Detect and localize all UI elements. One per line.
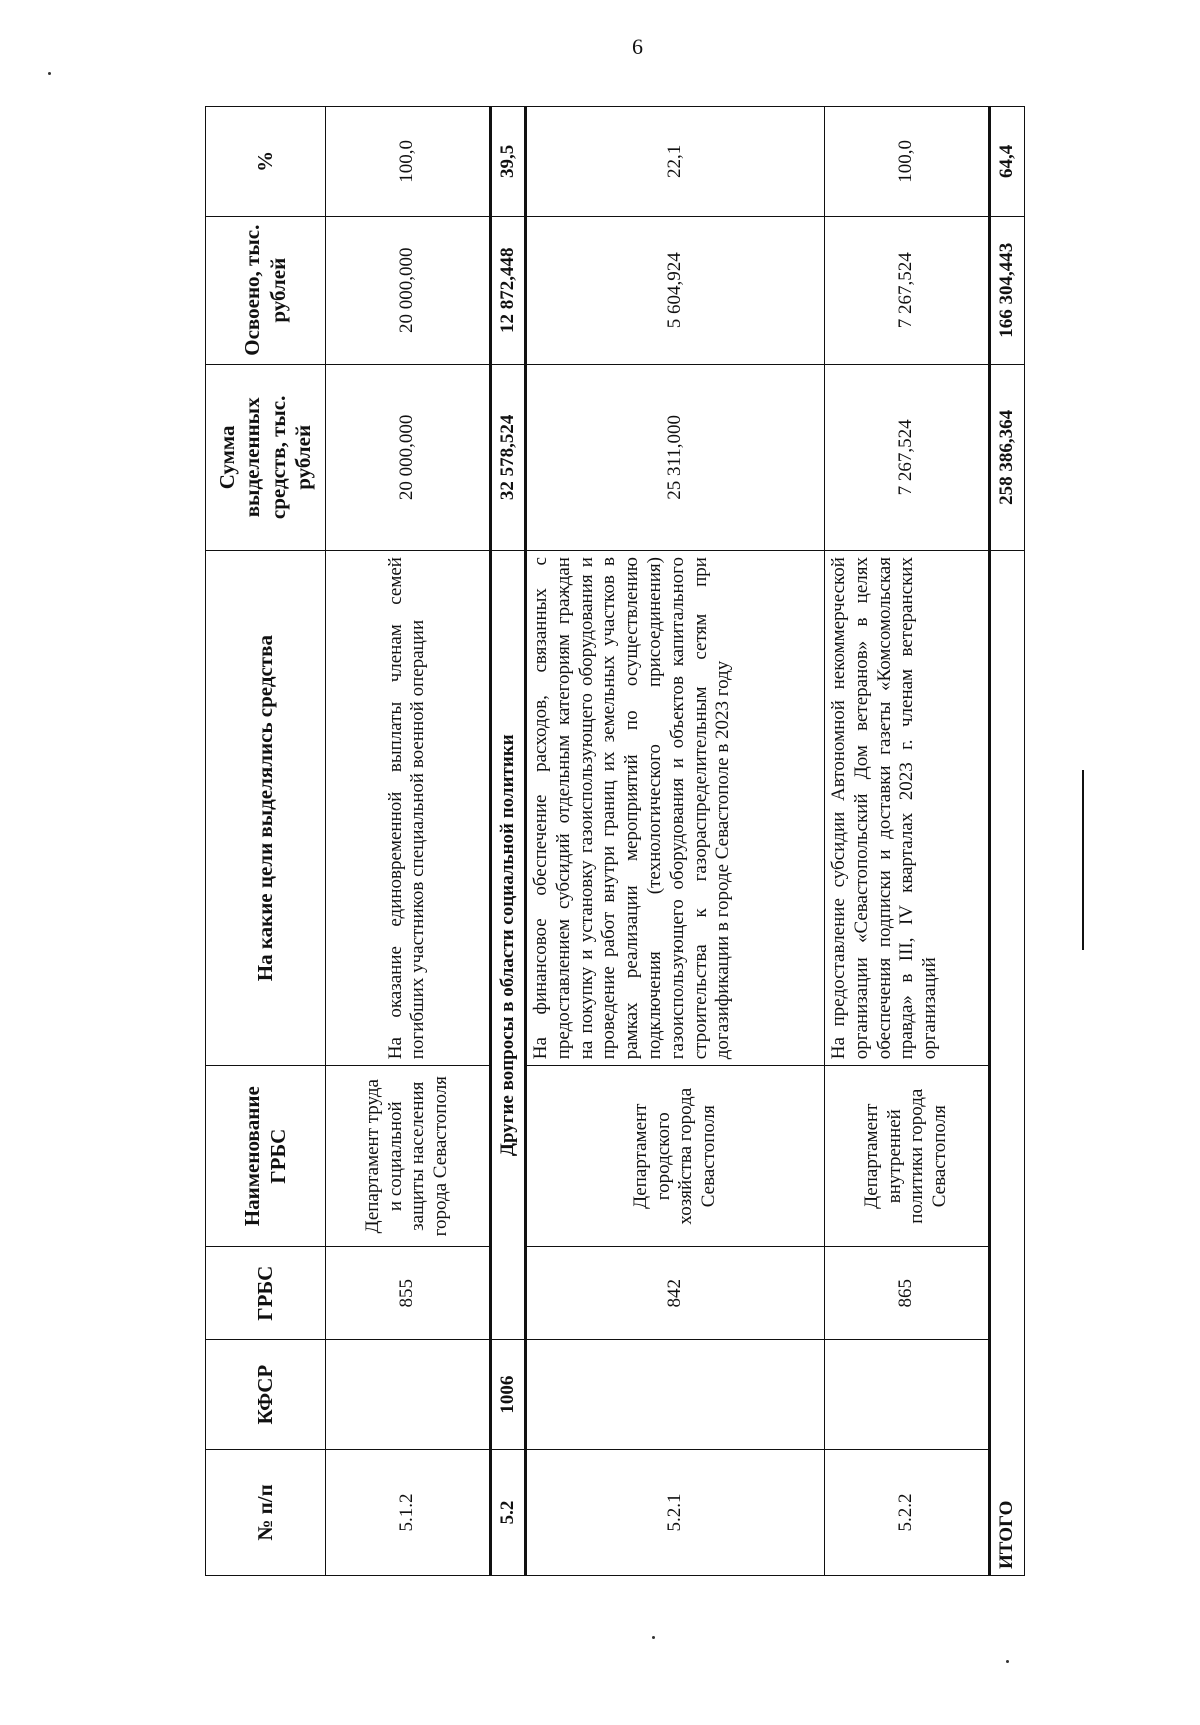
total-label: ИТОГО (989, 551, 1024, 1576)
scan-speck (48, 72, 51, 75)
row-spent: 5 604,924 (526, 216, 825, 364)
table-row (824, 107, 989, 1576)
section-percent: 39,5 (490, 107, 525, 217)
total-row (989, 107, 1024, 1576)
row-num: 5.1.2 (326, 1449, 491, 1575)
page-number: 6 (632, 34, 643, 59)
total-allocated: 258 386,364 (989, 364, 1024, 550)
row-kfsr (824, 1340, 989, 1450)
signature-line (1082, 770, 1084, 950)
total-spent: 166 304,443 (989, 216, 1024, 364)
row-kfsr (526, 1340, 825, 1450)
rotated-table-container (205, 106, 1025, 1576)
row-grbs-name: Департамент городского хозяйства города Севастополя (526, 1066, 825, 1247)
row-allocated: 20 000,000 (326, 364, 491, 550)
scan-speck (1006, 1660, 1009, 1663)
header-purpose: На какие цели выделялись средства (206, 551, 326, 1066)
section-allocated: 32 578,524 (490, 364, 525, 550)
header-row (206, 107, 326, 1576)
header-percent: % (206, 107, 326, 217)
row-percent: 100,0 (824, 107, 989, 217)
budget-table (205, 106, 1025, 1576)
row-purpose: На финансовое обеспечение расходов, связанных с предоставлением субсидий отдельным категориям граждан на покупку и установку газоиспользующего оборудования и проведение работ внутри границ их земельных участков в рамках реализации мероприятий по осуществлению подключения (технологического присоединения) газоиспользующего оборудования и объектов капитального строительства к газораспределительным сетям при догазификации в городе Севастополе в 2023 году (526, 551, 825, 1066)
section-row (490, 107, 525, 1576)
row-percent: 100,0 (326, 107, 491, 217)
row-grbs: 842 (526, 1247, 825, 1340)
row-grbs-name: Департамент труда и социальной защиты населения города Севастополя (326, 1066, 491, 1247)
header-kfsr: КФСР (206, 1340, 326, 1450)
row-spent: 7 267,524 (824, 216, 989, 364)
section-kfsr: 1006 (490, 1340, 525, 1450)
total-percent: 64,4 (989, 107, 1024, 217)
row-grbs: 865 (824, 1247, 989, 1340)
header-name: Наименование ГРБС (206, 1066, 326, 1247)
section-num: 5.2 (490, 1449, 525, 1575)
row-allocated: 25 311,000 (526, 364, 825, 550)
row-spent: 20 000,000 (326, 216, 491, 364)
table-row (326, 107, 491, 1576)
header-allocated: Сумма выделенных средств, тыс. рублей (206, 364, 326, 550)
row-num: 5.2.1 (526, 1449, 825, 1575)
header-spent: Освоено, тыс. рублей (206, 216, 326, 364)
row-kfsr (326, 1340, 491, 1450)
scan-speck (652, 1636, 655, 1639)
table-row (526, 107, 825, 1576)
row-grbs: 855 (326, 1247, 491, 1340)
row-num: 5.2.2 (824, 1449, 989, 1575)
row-percent: 22,1 (526, 107, 825, 217)
header-grbs: ГРБС (206, 1247, 326, 1340)
row-purpose: На оказание единовременной выплаты членам семей погибших участников специальной военной операции (326, 551, 491, 1066)
section-title: Другие вопросы в области социальной политики (490, 551, 525, 1340)
section-spent: 12 872,448 (490, 216, 525, 364)
header-num: № п/п (206, 1449, 326, 1575)
row-purpose: На предоставление субсидии Автономной некоммерческой организации «Севастопольский Дом ветеранов» в целях обеспечения подписки и доставки газеты «Комсомольская правда» в III, IV кварталах 2023 г. членам ветеранских организаций (824, 551, 989, 1066)
row-grbs-name: Департамент внутренней политики города Севастополя (824, 1066, 989, 1247)
row-allocated: 7 267,524 (824, 364, 989, 550)
